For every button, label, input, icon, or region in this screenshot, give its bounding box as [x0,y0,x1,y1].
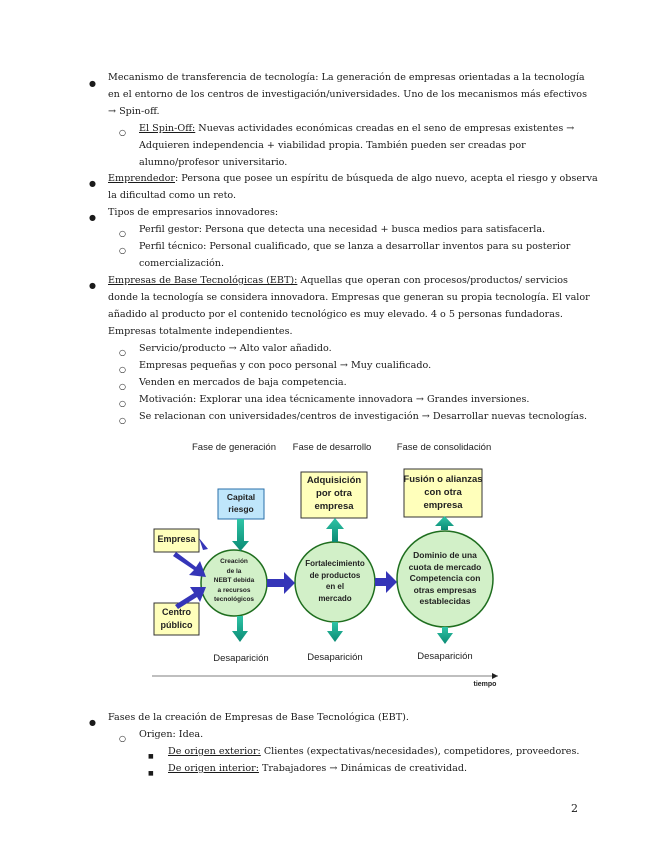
ebt-term: Empresas de Base Tecnológicas (EBT): [108,275,298,286]
bullet-1-line-2: en el entorno de los centros de investigación/universidades. Uno de los mecanismos más efectivos [108,89,588,100]
sub-bullet-circle: ○ [119,229,126,238]
sub-bullet-circle: ○ [119,128,126,137]
arrow-c1-c2 [267,572,295,594]
arrow-c2-down [327,622,343,642]
capital-riesgo-label: Capital riesgo [226,492,256,514]
ebt-sub-item: Servicio/producto → Alto valor añadido. [139,343,332,354]
ebt-phases-diagram [148,437,506,693]
sub-bullet-circle: ○ [119,416,126,425]
emprendedor-text: : Persona que posee un espíritu de búsqueda de algo nuevo, acepta el riesgo y observa [175,173,598,184]
emprendedor-line-2: la dificultad como un reto. [108,190,237,201]
sub-sub-bullet-square: ■ [148,753,154,760]
creacion-label: Creación de la NEBT debida a recursos tecnológicos [213,558,255,603]
sub-bullet-circle: ○ [119,246,126,255]
dominio-label: Dominio de una cuota de mercado Competencia con otras empresas establecidas [408,550,482,606]
bullet-dot: ● [89,79,96,88]
empresa-label: Empresa [157,534,196,544]
ebt-definition [108,272,568,289]
tiempo-label: tiempo [473,681,497,688]
arrow-c2-up [326,518,344,542]
adquisicion-label: Adquisición por otra empresa [306,475,362,512]
perfil-tecnico: Perfil técnico: Personal cualificado, que se lanza a desarrollar inventos para su posterior [139,241,571,252]
ebt-sub-item: Venden en mercados de baja competencia. [139,377,347,388]
origen-exterior-term: De origen exterior: [168,746,261,757]
time-arrowhead [492,673,498,679]
bullet-dot: ● [89,281,96,290]
emprendedor-definition [108,170,598,187]
fases-creacion: Fases de la creación de Empresas de Base Tecnológica (EBT). [108,712,409,723]
origen-interior-text: Trabajadores → Dinámicas de creatividad. [258,763,468,774]
sub-bullet-circle: ○ [119,399,126,408]
spin-off-text: Nuevas actividades económicas creadas en el seno de empresas existentes → [195,123,575,134]
bullet-dot: ● [89,179,96,188]
origen-exterior [168,743,579,760]
centro-publico-label: Centro público [160,607,193,630]
fortalecimiento-label: Fortalecimiento de productos en el mercado [305,559,365,603]
bullet-1-line-3: → Spin-off. [108,106,160,117]
sub-bullet-circle: ○ [119,365,126,374]
bullet-1-line-1: Mecanismo de transferencia de tecnología: La generación de empresas orientadas a la tecnología [108,72,585,83]
sub-bullet-circle: ○ [119,348,126,357]
sub-bullet-circle: ○ [119,734,126,743]
page-number: 2 [571,802,578,815]
bullet-dot: ● [89,718,96,727]
origen-interior-term: De origen interior: [168,763,259,774]
spin-off-definition [139,120,574,137]
origen-interior [168,760,467,777]
arrow-empresa-circle [199,538,208,550]
perfil-gestor: Perfil gestor: Persona que detecta una necesidad + busca medios para satisfacerla. [139,224,546,235]
arrow-c2-c3 [375,571,397,593]
fusion-label: Fusión o alianzas con otra empresa [403,474,483,511]
ebt-line-4: Empresas totalmente independientes. [108,326,293,337]
desaparicion-label-1: Desaparición [213,653,269,664]
ebt-sub-item: Motivación: Explorar una idea técnicamente innovadora → Grandes inversiones. [139,394,530,405]
perfil-tecnico-line-2: comercialización. [139,258,225,269]
phase-label-desarrollo: Fase de desarrollo [292,442,372,453]
desaparicion-label-2: Desaparición [307,652,363,663]
tipos-empresarios: Tipos de empresarios innovadores: [108,207,279,218]
spin-off-line-3: alumno/profesor universitario. [139,157,288,168]
arrow-c3-down [437,627,453,644]
sub-sub-bullet-square: ■ [148,770,154,777]
arrow-c3-up [435,516,454,530]
arrow-capital-down [232,519,249,551]
arrow-c1-down [232,616,248,642]
ebt-text: Aquellas que operan con procesos/productos/ servicios [297,275,568,286]
spin-off-term: El Spin-Off: [139,123,196,134]
spin-off-line-2: Adquieren independencia + viabilidad propia. También pueden ser creadas por [139,140,526,151]
origen-exterior-text: Clientes (expectativas/necesidades), competidores, proveedores. [260,746,580,757]
emprendedor-term: Emprendedor [108,173,176,184]
bullet-dot: ● [89,213,96,222]
ebt-line-3: añadido al producto por el contenido tecnológico es muy elevado. 4 o 5 personas fundadoras. [108,309,563,320]
sub-bullet-circle: ○ [119,382,126,391]
phase-label-consolidacion: Fase de consolidación [396,442,492,453]
phase-label-generacion: Fase de generación [192,442,276,453]
ebt-sub-item: Se relacionan con universidades/centros de investigación → Desarrollar nuevas tecnologías. [139,411,588,422]
ebt-line-2: donde la tecnología se considera innovadora. Empresas que generan su propia tecnología. El valor [108,292,590,303]
ebt-sub-item: Empresas pequeñas y con poco personal → Muy cualificado. [139,360,432,371]
origen-idea: Origen: Idea. [139,729,204,740]
arrow-empresa [173,552,206,577]
desaparicion-label-3: Desaparición [417,651,473,662]
